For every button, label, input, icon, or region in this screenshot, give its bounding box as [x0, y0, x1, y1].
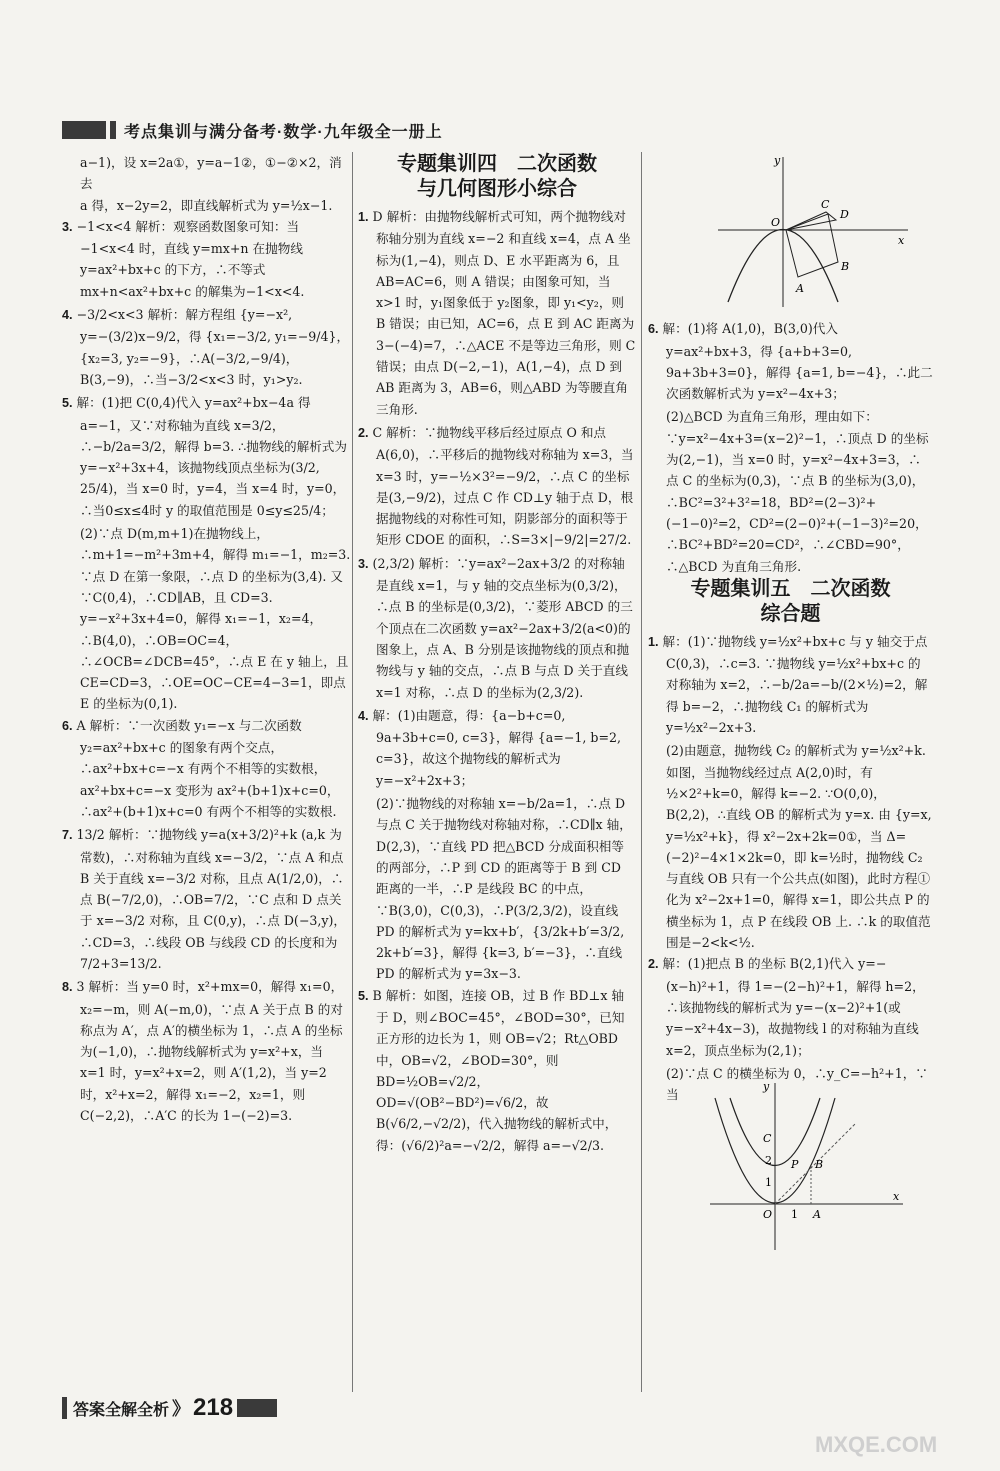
graph1-label-c: C	[821, 198, 830, 211]
answer-text: C 解析：∵抛物线平移后经过原点 O 和点 A(6,0)，∴平移后的抛物线对称轴为 x=3，当 x=3 时，y=−½×3²=−9/2，∴点 C 的坐标是(3,−9/2)，过点 C 作 CD⊥y 轴于点 D，根据抛物线的对称性可知，阴影部分的面积等于矩形 CDOE 的面积，∴S=3×|−9/2|=27/2.	[372, 424, 634, 548]
watermark-text: MXQE.COM	[815, 1432, 938, 1457]
answer-item	[648, 318, 933, 404]
answer-number: 3.	[62, 219, 73, 234]
answer-text: B 解析：如图，连接 OB，过 B 作 BD⊥x 轴于 D，则∠BOC=45°，∠BOD=30°，已知正方形的边长为 1，则 OB=√2；Rt△OBD 中，OB=√2，∠BOD=30°，则 BD=½OB=√2/2，OD=√(OB²−BD²)=√6/2，故 B(√6/2,−√2/2)，代入抛物线的解析式中，得：(√6/2)²a=−√2/2，解得 a=−√2/3.	[372, 987, 625, 1153]
graph1-label-d: D	[840, 208, 849, 221]
answer-item	[62, 523, 352, 715]
page-header	[62, 118, 942, 142]
footer-arrow: 》	[172, 1399, 191, 1419]
section-title-4	[358, 152, 636, 202]
footer-bar	[62, 1397, 67, 1419]
answer-text: D 解析：由抛物线解析式可知，两个抛物线对称轴分别为直线 x=−2 和直线 x=4，点 A 坐标为(1,−4)，则点 D、E 水平距离为 6，且 AB=AC=6，则 A 错误；由图象可知，当 x>1 时，y₁图象低于 y₂图象，即 y₁<y₂，则 B 错误；由已知，AC=6，点 E 到 AC 距离为 3−(−4)=7，∴△ACE 不是等边三角形，则 C 错误；由点 D(−2,−1)，A(1,−4)，点 D 到 AB 距离为 3，AB=6，则△ABD 为等腰直角三角形.	[372, 209, 636, 417]
answer-number: 3.	[358, 556, 369, 571]
graph2-label-one-x: 1	[791, 1208, 798, 1221]
answer-item	[358, 206, 636, 420]
graph1-label-o: O	[771, 216, 781, 229]
answer-number: 8.	[62, 980, 73, 995]
graph1-label-y: y	[774, 154, 781, 167]
graph1-label-x: x	[898, 234, 905, 247]
graph1-square	[786, 214, 838, 277]
answer-text: 解：(1)把点 B 的坐标 B(2,1)代入 y=−(x−h)²+1，得 1=−(2−h)²+1，解得 h=2，∴该抛物线的解析式为 y=−(x−2)²+1(或 y=−x²+4x−3)，故抛物线 l 的对称轴为直线 x=2，顶点坐标为(2,1)；	[662, 956, 925, 1058]
section-title-5-line2: 综合题	[760, 602, 821, 625]
answer-number: 2.	[358, 425, 369, 440]
answer-item	[648, 953, 933, 1060]
answer-item	[648, 631, 933, 738]
graph2-label-p: P	[791, 1158, 799, 1171]
answer-item	[62, 216, 352, 302]
answer-number: 5.	[62, 396, 73, 411]
answer-item	[62, 152, 352, 195]
page-number: 218	[193, 1394, 234, 1421]
answer-text: 3 解析：当 y=0 时，x²+mx=0，解得 x₁=0，x₂=−m，则 A(−m,0)，∵点 A 关于点 B 的对称点为 A′，点 A′的横坐标为 1，∴点 A 的坐标为(−1,0)，∴抛物线解析式为 y=x²+x，当 x=1 时，y=x²+x=2，则 A′(1,2)，当 y=2 时，x²+x=2，解得 x₁=−2，x₂=1，则 C(−2,2)，∴A′C 的长为 1−(−2)=3.	[76, 979, 344, 1124]
answer-text: A 解析：∵一次函数 y₁=−x 与二次函数 y₂=ax²+bx+c 的图象有两个交点，∴ax²+bx+c=−x 有两个不相等的实数根，ax²+bx+c=−x 变形为 ax²+(b+1)x+c=0，∴ax²+(b+1)x+c=0 有两个不相等的实数根.	[76, 717, 340, 819]
column-3	[648, 152, 933, 1105]
footer-label: 答案全解全析	[73, 1401, 170, 1419]
column-divider-1	[352, 152, 353, 1392]
answer-item	[358, 553, 636, 703]
section-title-4-line2: 与几何图形小综合	[417, 178, 577, 200]
answer-item	[648, 406, 933, 576]
answer-text: (2)∵点 D(m,m+1)在抛物线上，∴m+1=−m²+3m+4，解得 m₁=−1，m₂=3. ∵点 D 在第一象限，∴点 D 的坐标为(3,4). 又∵C(0,4)，∴CD∥AB，且 CD=3. y=−x²+3x+4=0，解得 x₁=−1，x₂=4，∴B(4,0)，∴OB=OC=4，∴∠OCB=∠DCB=45°，∴点 E 在 y 轴上，且 CE=CD=3，∴OE=OC−CE=4−3=1，即点 E 的坐标为(0,1).	[80, 526, 351, 712]
answer-text: 解：(1)由题意，得：{a−b+c=0, 9a+3b+c=0, c=3}，解得 {a=−1, b=2, c=3}，故这个抛物线的解析式为 y=−x²+2x+3；	[372, 707, 622, 788]
answer-number: 2.	[648, 957, 659, 972]
answer-item	[358, 705, 636, 791]
answer-text: (2)△BCD 为直角三角形，理由如下：∵y=x²−4x+3=(x−2)²−1，∴顶点 D 的坐标为(2,−1)，当 x=0 时，y=x²−4x+3=3，∴点 C 的坐标为(0,3)，∵点 B 的坐标为(3,0)，∴BC²=3²+3²=18，BD²=(2−3)²+(−1−0)²=2，CD²=(2−0)²+(−1−3)²=20，∴BC²+BD²=20=CD²，∴∠CBD=90°，∴△BCD 为直角三角形.	[666, 409, 929, 574]
answer-item	[62, 976, 352, 1126]
section-title-4-line1: 专题集训四 二次函数	[397, 153, 597, 175]
graph2-label-two: 2	[765, 1154, 772, 1167]
answer-text: −1<x<4 解析：观察函数图象可知：当−1<x<4 时，直线 y=mx+n 在抛物线 y=ax²+bx+c 的下方，∴不等式 mx+n<ax²+bx+c 的解集为−1<x<4.	[76, 218, 305, 299]
answer-text: (2)∵抛物线的对称轴 x=−b/2a=1，∴点 D 与点 C 关于抛物线对称轴对称，∴CD∥x 轴，D(2,3)，∵直线 PD 把△BCD 分成面积相等的两部分，∴P 到 CD 的距离等于 B 到 CD 距离的一半，∴P 是线段 BC 的中点，∵B(3,0)，C(0,3)，∴P(3/2,3/2)，设直线 PD 的解析式为 y=kx+b′，{3/2k+b′=3/2, 2k+b′=3}，解得 {k=3, b′=−3}，∴直线 PD 的解析式为 y=3x−3.	[376, 796, 632, 982]
parabola-c2-graph	[705, 1078, 905, 1253]
graph2-label-b: B	[815, 1158, 824, 1171]
answer-item	[62, 824, 352, 974]
answer-item	[358, 793, 636, 985]
answer-number: 6.	[648, 322, 659, 337]
graph1-label-b: B	[841, 260, 850, 273]
answer-item	[648, 740, 933, 953]
section-title-5	[648, 577, 933, 627]
answer-number: 6.	[62, 718, 73, 733]
graph2-label-c: C	[763, 1132, 772, 1145]
answer-text: 解：(1)将 A(1,0)，B(3,0)代入 y=ax²+bx+3，得 {a+b+3=0, 9a+3b+3=0}，解得 {a=1, b=−4}，∴此二次函数解析式为 y=x²−4x+3；	[662, 321, 933, 402]
graph1-label-a: A	[796, 282, 804, 295]
answer-item	[62, 304, 352, 390]
answer-item	[62, 195, 352, 216]
answer-text: (2)∵点 C 的横坐标为 0，∴y_C=−h²+1，∵当	[666, 1065, 928, 1103]
answer-item	[62, 715, 352, 822]
section-title-5-line1: 专题集训五 二次函数	[690, 577, 891, 600]
answer-text: −3/2<x<3 解析：解方程组 {y=−x², y=−(3/2)x−9/2，得 {x₁=−3/2, y₁=−9/4}，{x₂=3, y₂=−9}，∴A(−3/2,−9/4)，B(3,−9)，∴当−3/2<x<3 时，y₁>y₂.	[76, 307, 350, 387]
graph2-label-o: O	[763, 1208, 773, 1221]
answer-number: 4.	[358, 708, 369, 723]
answer-text: 解：(1)把 C(0,4)代入 y=ax²+bx−4a 得 a=−1，又∵对称轴为直线 x=3/2，∴−b/2a=3/2，解得 b=3. ∴抛物线的解析式为 y=−x²+3x+4，该抛物线顶点坐标为(3/2, 25/4)，当 x=0 时，y=4，当 x=4 时，y=0，∴当0≤x≤4时 y 的取值范围是 0≤y≤25/4；	[76, 395, 347, 518]
answer-text: a−1)，设 x=2a①，y=a−1②，①−②×2，消去	[80, 155, 342, 192]
column-divider-2	[641, 152, 642, 1392]
column-2	[358, 152, 636, 1158]
answer-text: a 得，x−2y=2，即直线解析式为 y=½x−1.	[80, 197, 333, 213]
graph2-label-a: A	[813, 1208, 821, 1221]
page-footer	[62, 1395, 277, 1421]
parabola-square-graph	[708, 152, 908, 312]
answer-text: 13/2 解析：∵抛物线 y=a(x+3/2)²+k (a,k 为常数)，∴对称轴为直线 x=−3/2，∵点 A 和点 B 关于直线 x=−3/2 对称，且点 A(1/2,0)，∴点 B(−7/2,0)，∴OB=7/2，∵C 点和 D 点关于 x=−3/2 对称，且 C(0,y)，∴点 D(−3,y)，∴CD=3，∴线段 OB 与线段 CD 的长度和为 7/2+3=13/2.	[76, 827, 347, 971]
graph2-label-x: x	[893, 1190, 900, 1203]
answer-number: 4.	[62, 308, 73, 323]
answer-number: 5.	[358, 988, 369, 1003]
answer-number: 1.	[648, 634, 659, 649]
answer-number: 1.	[358, 210, 369, 224]
answer-item	[62, 392, 352, 521]
column-1	[62, 152, 352, 1128]
graph2-label-y: y	[763, 1080, 770, 1093]
answer-text: 解：(1)∵抛物线 y=½x²+bx+c 与 y 轴交于点 C(0,3)，∴c=3. ∵抛物线 y=½x²+bx+c 的对称轴为 x=2，∴−b/2a=−b/(2×½)=2，解得 b=−2，∴抛物线 C₁ 的解析式为 y=½x²−2x+3.	[662, 633, 928, 736]
header-title: 考点集训与满分备考·数学·九年级全一册上	[124, 123, 443, 141]
answer-item	[358, 985, 636, 1156]
footer-block	[237, 1399, 277, 1417]
answer-item	[358, 422, 636, 551]
header-bar	[110, 121, 116, 139]
answer-text: (2)由题意，抛物线 C₂ 的解析式为 y=½x²+k. 如图，当抛物线经过点 A(2,0)时，有 ½×2²+k=0，解得 k=−2. ∵O(0,0)，B(2,2)，∴直线 OB 的解析式为 y=x. 由 {y=x, y=½x²+k}，得 x²−2x+2k=0①，当 Δ=(−2)²−4×1×2k=0，即 k=½时，抛物线 C₂ 与直线 OB 只有一个公共点(如图)，此时方程①化为 x²−2x+1=0，解得 x=1，即公共点 P 的横坐标为 1，点 P 在线段 OB 上. ∴k 的取值范围是−2<k<½.	[666, 743, 932, 951]
answer-number: 7.	[62, 828, 73, 843]
header-block	[62, 121, 106, 139]
answer-text: (2,3/2) 解析：∵y=ax²−2ax+3/2 的对称轴是直线 x=1，与 y 轴的交点坐标为(0,3/2)，∴点 B 的坐标是(0,3/2)，∵菱形 ABCD 的三个顶点在二次函数 y=ax²−2ax+3/2(a<0)的图象上，点 A、B 分别是该抛物线的顶点和抛物线与 y 轴的交点，∴点 B 与点 D 关于直线 x=1 对称，∴点 D 的坐标为(2,3/2).	[372, 555, 633, 700]
graph2-label-one-y: 1	[765, 1176, 772, 1189]
